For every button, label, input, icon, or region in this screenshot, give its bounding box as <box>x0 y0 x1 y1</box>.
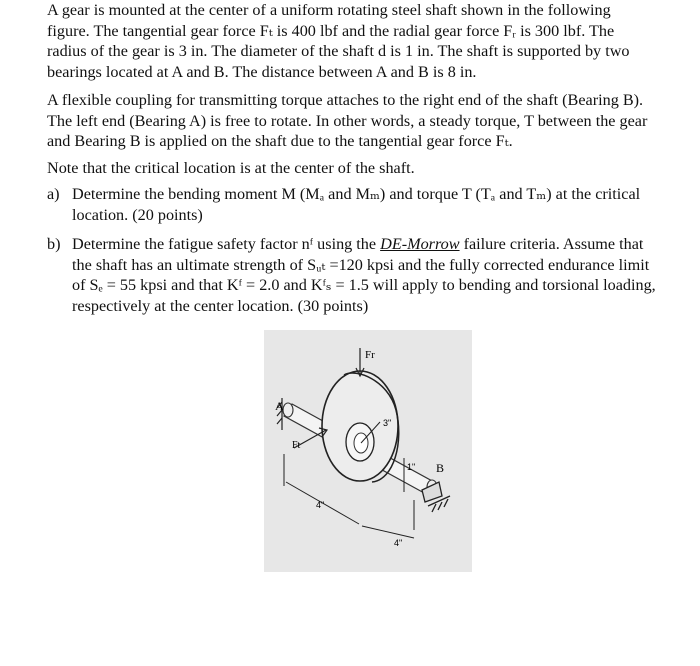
shaft-figure <box>264 330 472 572</box>
question-b <box>47 234 692 318</box>
text-line: the shaft has an ultimate strength of Sᵤₜ =120 kpsi and the fully corrected endurance limit <box>72 255 650 274</box>
question-a-label: a) <box>47 185 60 203</box>
criteria-name: DE-Morrow <box>380 235 460 253</box>
shaft-end-left <box>283 403 293 417</box>
bearing-b-label: B <box>436 461 445 475</box>
text-line: radius of the gear is 3 in. The diameter of the shaft d is 1 in. The shaft is supported by two <box>47 42 630 60</box>
text-span: failure criteria. Assume that <box>459 235 644 253</box>
fr-label: Fr <box>365 349 375 361</box>
text-line: of Sₑ = 55 kpsi and that Kᶠ = 2.0 and Kᶠₛ = 1.5 will apply to bending and torsional loading, <box>72 276 656 294</box>
text-line: A gear is mounted at the center of a uniform rotating steel shaft shown in the following <box>47 1 611 19</box>
paragraph-coupling <box>47 90 692 152</box>
right-span-label: 4" <box>394 538 403 548</box>
text-line: and Bearing B is applied on the shaft due to the tangential gear force Fₜ. <box>47 132 513 150</box>
bearing-a-label: A <box>275 399 284 413</box>
text-line: Determine the bending moment M (Mₐ and Mₘ) and torque T (Tₐ and Tₘ) at the critical <box>72 185 641 203</box>
text-line: bearings located at A and B. The distance between A and B is 8 in. <box>47 62 477 81</box>
text-span: Determine the fatigue safety factor nᶠ using the <box>72 235 381 253</box>
paragraph-intro <box>47 0 692 82</box>
text-line <box>72 234 692 255</box>
ft-label: Ft <box>292 440 301 451</box>
text-line: location. (20 points) <box>72 205 203 224</box>
text-line: respectively at the center location. (30 points) <box>72 296 369 315</box>
left-span-label: 4" <box>316 500 325 510</box>
paragraph-note <box>47 158 692 179</box>
text-line: Note that the critical location is at the center of the shaft. <box>47 159 415 177</box>
question-a <box>47 184 692 226</box>
text-line: figure. The tangential gear force Fₜ is 400 lbf and the radial gear force Fᵣ is 300 lbf. The <box>47 21 615 40</box>
radius-label: 3" <box>383 418 392 428</box>
text-line: The left end (Bearing A) is free to rotate. In other words, a steady torque, T between the gear <box>47 111 648 130</box>
diameter-label: 1" <box>407 462 416 472</box>
question-b-label: b) <box>47 235 61 253</box>
text-line: A flexible coupling for transmitting torque attaches to the right end of the shaft (Bearing B). <box>47 91 644 109</box>
